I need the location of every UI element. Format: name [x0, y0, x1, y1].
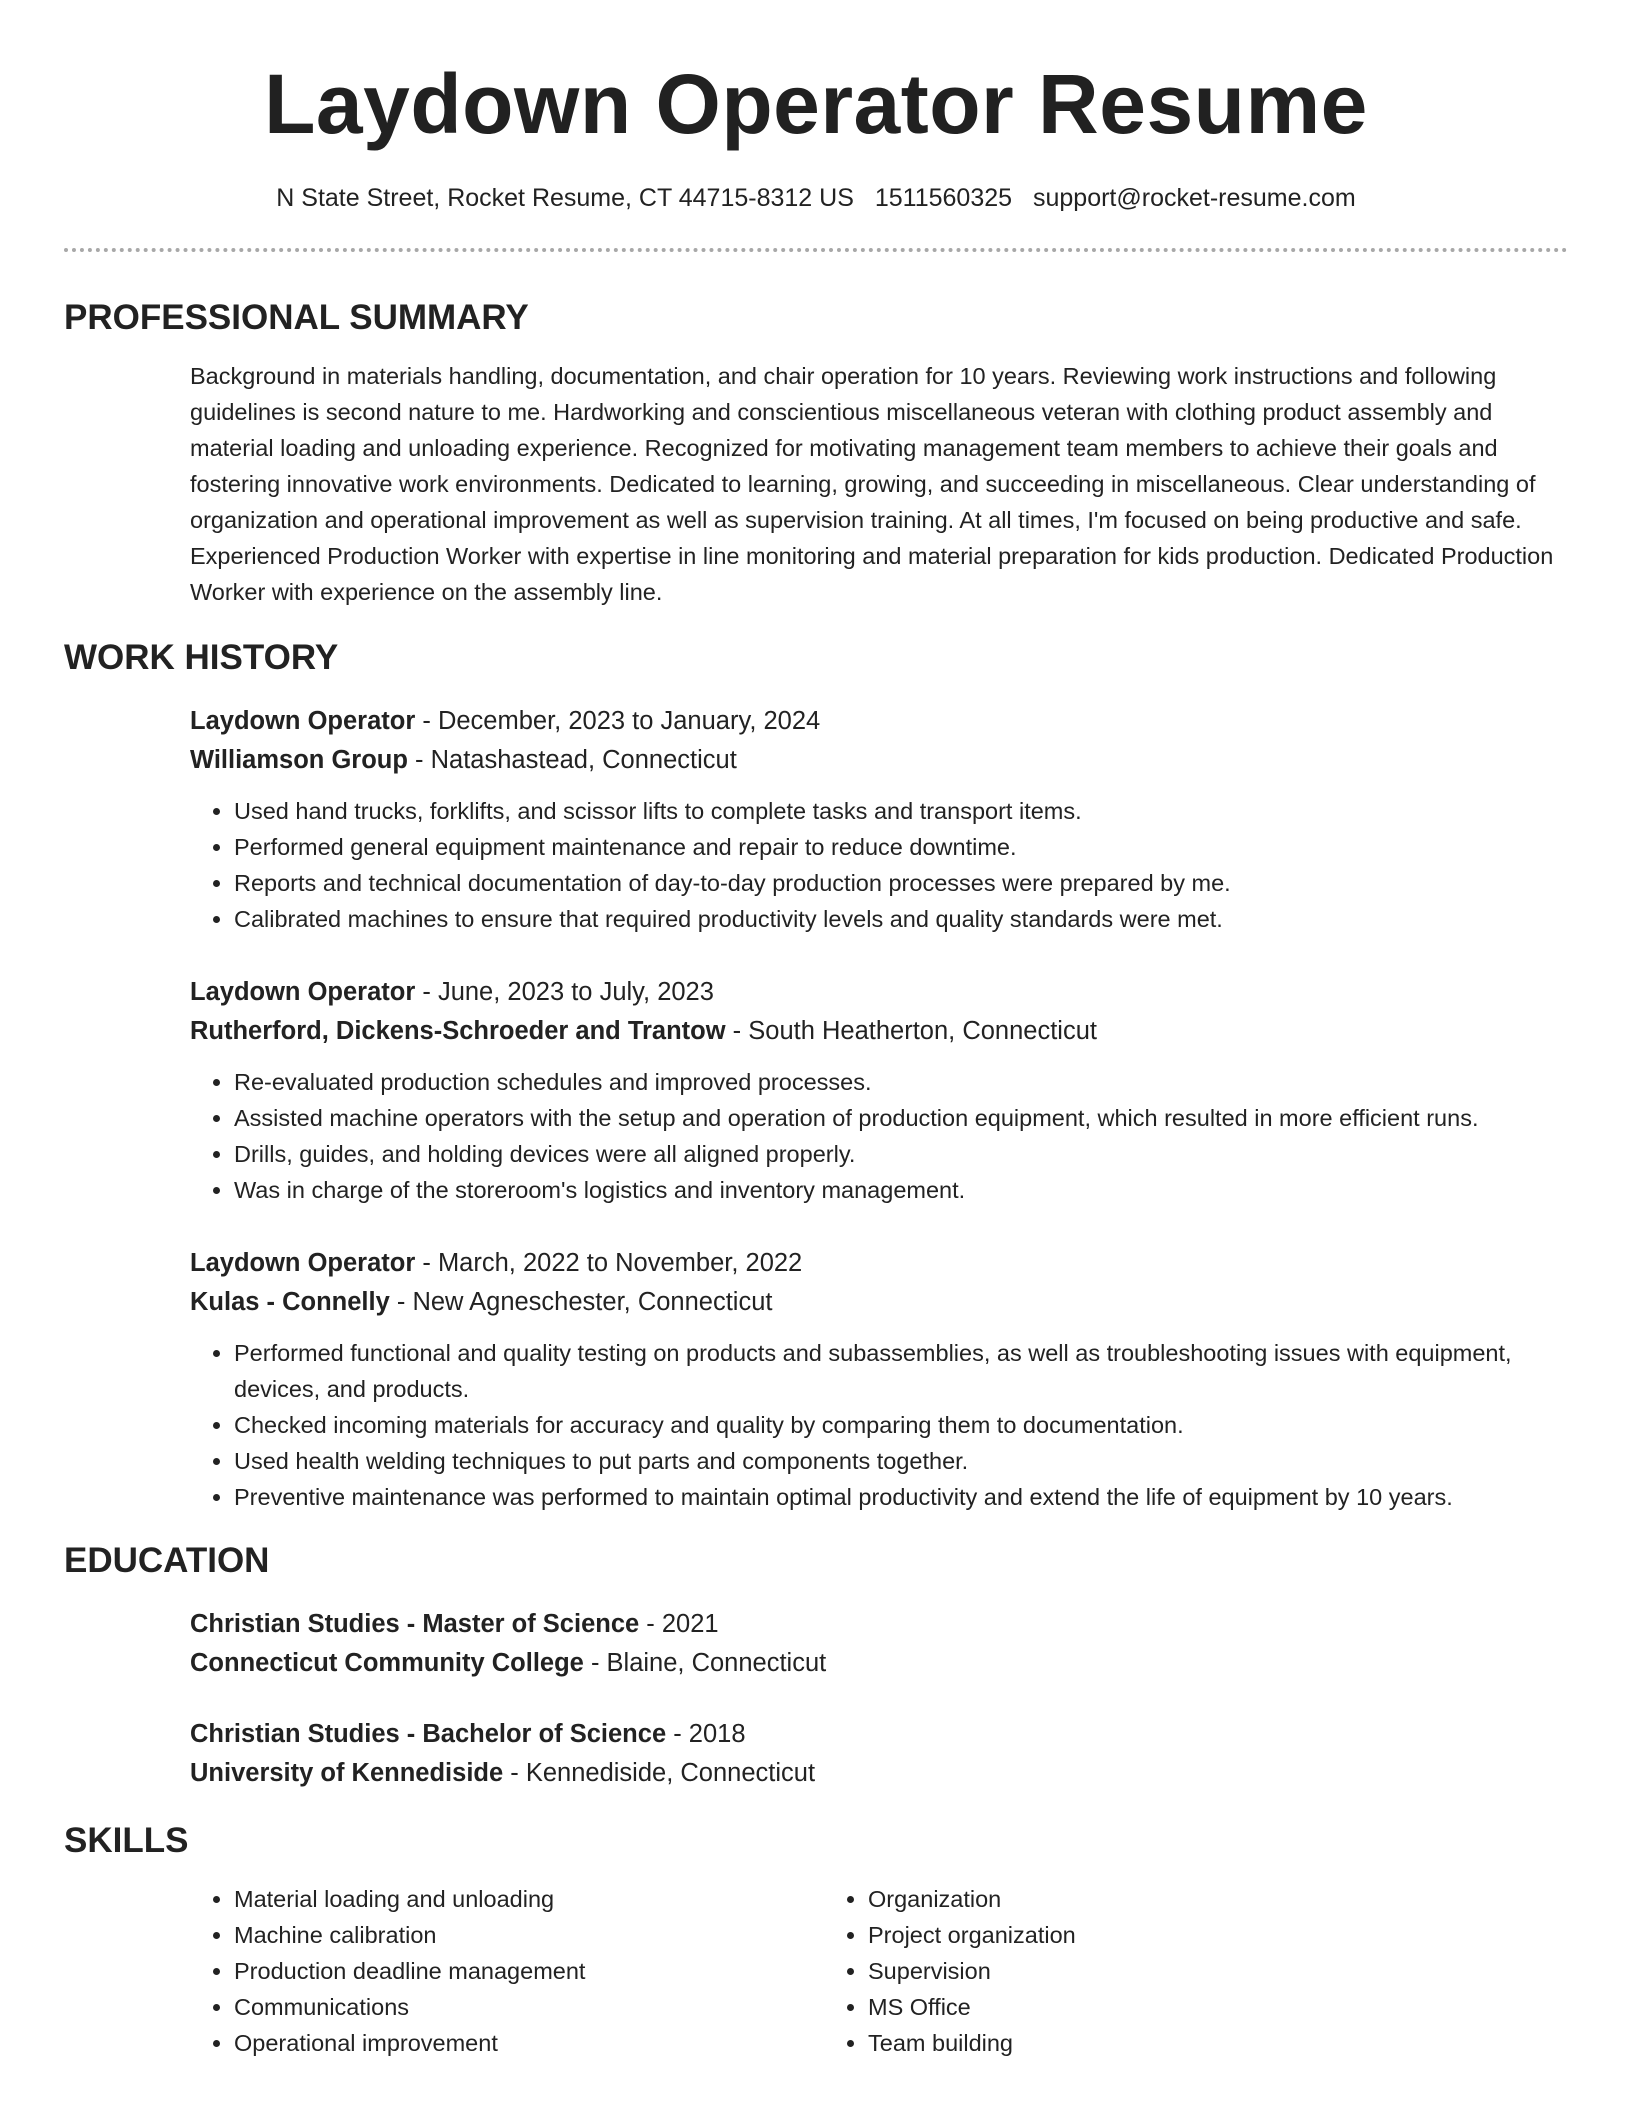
education-year: - 2018: [666, 1720, 746, 1748]
skill-item: • Communications: [234, 1989, 824, 2025]
job-entry: [190, 1244, 1568, 1515]
skill-item: • Operational improvement: [234, 2025, 824, 2061]
education-school-line: [190, 1754, 1568, 1793]
job-bullet: • Performed general equipment maintenance and repair to reduce downtime.: [234, 829, 1568, 865]
contact-email: support@rocket-resume.com: [1032, 184, 1356, 212]
job-bullets: [190, 1335, 1568, 1515]
job-bullet: • Performed functional and quality testing on products and subassemblies, as well as troubleshooting issues with equipment, devices, and products.: [234, 1335, 1568, 1407]
education-school: Connecticut Community College: [190, 1649, 584, 1677]
section-title-skills: SKILLS: [64, 1821, 189, 1860]
job-location: - New Agneschester, Connecticut: [389, 1288, 773, 1316]
contact-phone: 1511560325: [874, 184, 1013, 212]
job-role: Laydown Operator: [190, 978, 416, 1006]
job-role: Laydown Operator: [190, 707, 416, 735]
job-company-line: [190, 741, 1568, 780]
education-entry: [190, 1715, 1568, 1793]
skills-list-left: [190, 1881, 824, 2061]
job-company-line: [190, 1283, 1568, 1322]
job-location: - Natashastead, Connecticut: [407, 746, 737, 774]
job-role-line: [190, 1244, 1568, 1283]
job-bullet: • Used health welding techniques to put parts and components together.: [234, 1443, 1568, 1479]
education-degree: Christian Studies - Bachelor of Science: [190, 1720, 667, 1748]
skill-item: • Production deadline management: [234, 1953, 824, 1989]
education-location: - Blaine, Connecticut: [583, 1649, 827, 1677]
job-company: Rutherford, Dickens-Schroeder and Trantow: [190, 1017, 726, 1045]
job-role-line: [190, 973, 1568, 1012]
skills-columns: [190, 1881, 1568, 2061]
job-bullets: [190, 1064, 1568, 1208]
contact-address: N State Street, Rocket Resume, CT 44715-8312 US: [276, 184, 854, 212]
skill-item: • Machine calibration: [234, 1917, 824, 1953]
job-bullet: • Preventive maintenance was performed to maintain optimal productivity and extend the life of equipment by 10 years.: [234, 1479, 1568, 1515]
job-dates: - March, 2022 to November, 2022: [415, 1249, 803, 1277]
education-entry: [190, 1605, 1568, 1683]
job-dates: - June, 2023 to July, 2023: [415, 978, 714, 1006]
job-entry: [190, 702, 1568, 937]
section-title-summary: PROFESSIONAL SUMMARY: [64, 298, 529, 337]
education-degree: Christian Studies - Master of Science: [190, 1610, 640, 1638]
skills-section: [190, 1881, 1568, 2061]
skill-item: • Supervision: [868, 1953, 1458, 1989]
education-school: University of Kennediside: [190, 1759, 504, 1787]
job-role-line: [190, 702, 1568, 741]
job-bullet: • Used hand trucks, forklifts, and scissor lifts to complete tasks and transport items.: [234, 793, 1568, 829]
job-bullet: • Assisted machine operators with the setup and operation of production equipment, which resulted in more efficient runs.: [234, 1100, 1568, 1136]
job-bullet: • Checked incoming materials for accuracy and quality by comparing them to documentation.: [234, 1407, 1568, 1443]
education-degree-line: [190, 1605, 1568, 1644]
skills-list-right: [824, 1881, 1458, 2061]
job-bullet: • Was in charge of the storeroom's logistics and inventory management.: [234, 1172, 1568, 1208]
work-history-section: [190, 702, 1568, 1515]
skill-item: • Organization: [868, 1881, 1458, 1917]
job-bullet: • Drills, guides, and holding devices were all aligned properly.: [234, 1136, 1568, 1172]
skill-item: • Project organization: [868, 1917, 1458, 1953]
skill-item: • Material loading and unloading: [234, 1881, 824, 1917]
contact-line: [64, 182, 1568, 214]
job-bullet: • Reports and technical documentation of day-to-day production processes were prepared by me.: [234, 865, 1568, 901]
job-company: Williamson Group: [190, 746, 408, 774]
job-dates: - December, 2023 to January, 2024: [415, 707, 821, 735]
job-bullets: [190, 793, 1568, 937]
skill-item: • Team building: [868, 2025, 1458, 2061]
job-bullet: • Calibrated machines to ensure that required productivity levels and quality standards were met.: [234, 901, 1568, 937]
resume-title: Laydown Operator Resume: [264, 57, 1368, 151]
education-year: - 2021: [639, 1610, 719, 1638]
job-bullet: • Re-evaluated production schedules and improved processes.: [234, 1064, 1568, 1100]
education-degree-line: [190, 1715, 1568, 1754]
header-divider: [64, 248, 1568, 252]
education-location: - Kennediside, Connecticut: [503, 1759, 816, 1787]
job-role: Laydown Operator: [190, 1249, 416, 1277]
job-location: - South Heatherton, Connecticut: [725, 1017, 1097, 1045]
job-company-line: [190, 1012, 1568, 1051]
job-entry: [190, 973, 1568, 1208]
section-title-work-history: WORK HISTORY: [64, 638, 339, 677]
summary-text: Background in materials handling, documentation, and chair operation for 10 years. Reviewing work instructions and following guidelines is second nature to me. Hardworking and conscientious miscellaneous veteran with clothing product assembly and material loading and unloading experience. Recognized for motivating management team members to achieve their goals and fostering innovative work environments. Dedicated to learning, growing, and succeeding in miscellaneous. Clear understanding of organization and operational improvement as well as supervision training. At all times, I'm focused on being productive and safe. Experienced Production Worker with expertise in line monitoring and material preparation for kids production. Dedicated Production Worker with experience on the assembly line.: [190, 363, 1554, 605]
section-title-education: EDUCATION: [64, 1541, 270, 1580]
skill-item: • MS Office: [868, 1989, 1458, 2025]
job-company: Kulas - Connelly: [190, 1288, 390, 1316]
education-section: [190, 1605, 1568, 1793]
education-school-line: [190, 1644, 1568, 1683]
summary-section: [190, 358, 1568, 610]
